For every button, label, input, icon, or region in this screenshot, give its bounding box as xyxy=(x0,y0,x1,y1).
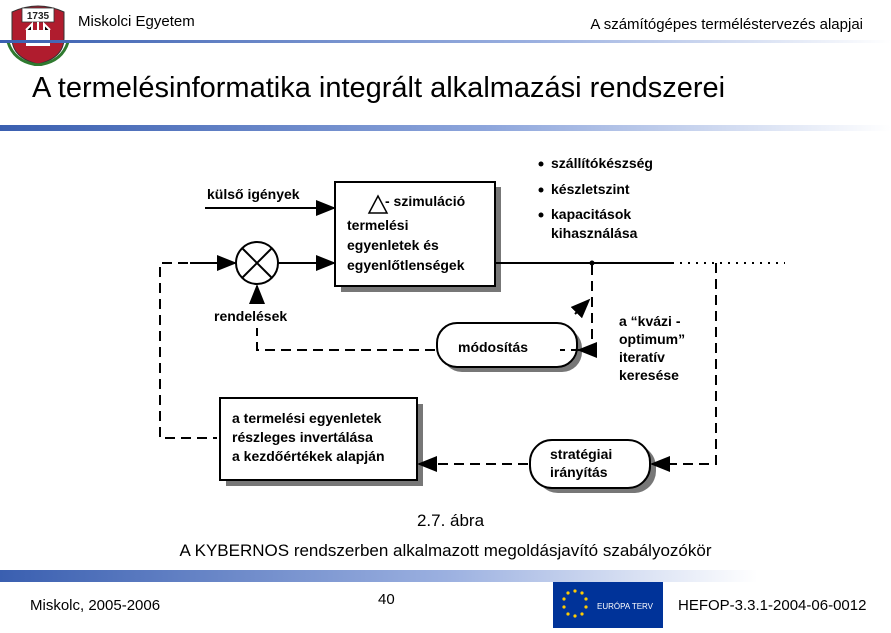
bullet-delivery: szállítókészség xyxy=(551,155,653,171)
figure-number: 2.7. ábra xyxy=(416,511,485,530)
figure-caption: A KYBERNOS rendszerben alkalmazott megoldásjavító szabályozókör xyxy=(179,541,712,560)
course-title: A számítógépes terméléstervezés alapjai xyxy=(590,16,863,33)
quasi-optimum-line-4: keresése xyxy=(619,367,679,383)
quasi-optimum-line-2: optimum” xyxy=(619,331,686,347)
project-code: HEFOP-3.3.1-2004-06-0012 xyxy=(678,597,867,614)
page-number: 40 xyxy=(378,591,395,608)
quasi-optimum-line-1: a “kvázi - xyxy=(619,313,681,329)
university-name: Miskolci Egyetem xyxy=(78,13,195,30)
bullet-capacity-1: kapacitások xyxy=(551,206,632,222)
quasi-optimum-line-3: iteratív xyxy=(619,349,665,365)
eu-logo-text: EURÓPA TERV xyxy=(597,602,654,611)
bullet-capacity-2: kihasználása xyxy=(551,225,638,241)
footer-divider xyxy=(0,570,891,582)
svg-text:1735: 1735 xyxy=(26,11,50,22)
eu-logo xyxy=(553,582,663,628)
orders-label: rendelések xyxy=(214,308,288,324)
inversion-line-2: részleges invertálása xyxy=(232,429,373,445)
inversion-line-3: a kezdőértékek alapján xyxy=(232,448,385,464)
bullet-stock: készletszint xyxy=(551,181,630,197)
slide-title: A termelésinformatika integrált alkalmazási rendszerei xyxy=(32,72,726,104)
external-demand-label: külső igények xyxy=(207,186,300,202)
inversion-line-1: a termelési egyenletek xyxy=(232,410,382,426)
strategic-line-2: irányítás xyxy=(550,464,608,480)
model-line-3: egyenlőtlenségek xyxy=(347,257,465,273)
model-line-2: egyenletek és xyxy=(347,237,439,253)
strategic-line-1: stratégiai xyxy=(550,446,613,462)
place-date: Miskolc, 2005-2006 xyxy=(30,597,161,614)
simulation-label: - szimuláció xyxy=(385,193,466,209)
model-line-1: termelési xyxy=(347,217,409,233)
modification-label: módosítás xyxy=(458,339,529,355)
